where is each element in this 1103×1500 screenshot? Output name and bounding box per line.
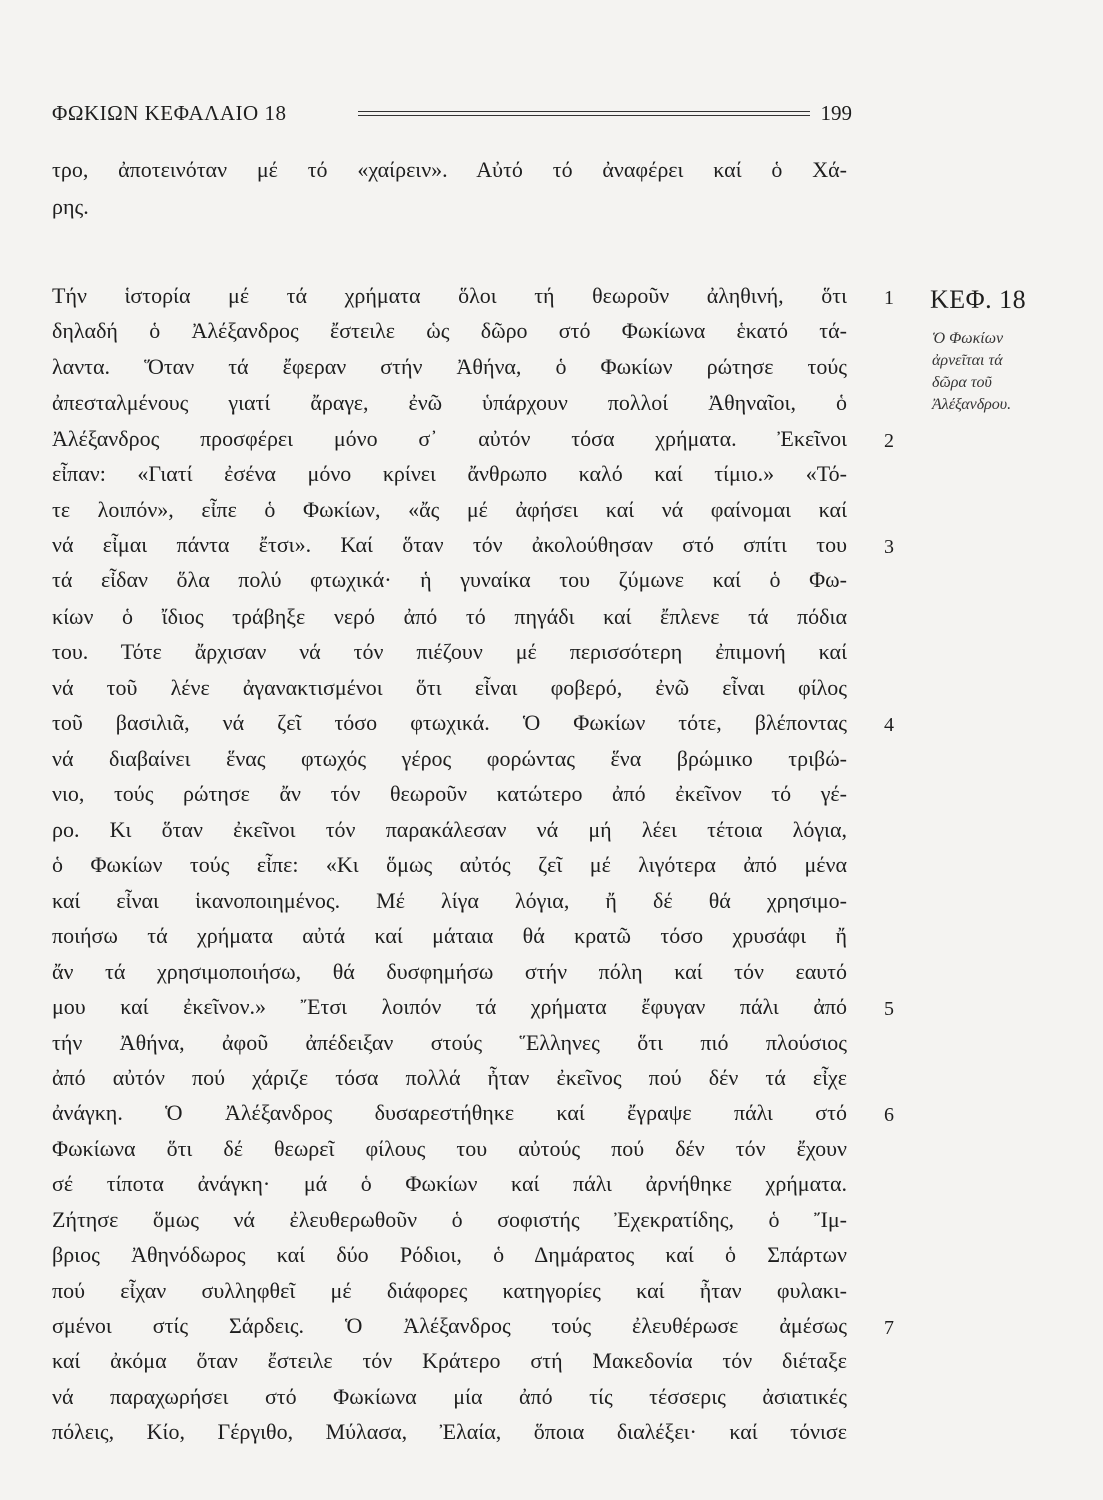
- text-line: ἀπεσταλμένους γιατί ἄραγε, ἐνῶ ὑπάρχουν πολλοί Ἀθηναῖοι, ὁ: [52, 390, 847, 415]
- text-line: ρης.: [52, 194, 89, 219]
- header-rule: [358, 111, 810, 116]
- margin-number: 3: [884, 536, 894, 558]
- text-line: καί ἀκόμα ὅταν ἔστειλε τόν Κράτερο στή Μακεδονία τόν διέταξε: [52, 1348, 847, 1373]
- running-header: [52, 95, 852, 131]
- margin-number: 1: [884, 287, 894, 309]
- text-line: τήν Ἀθήνα, ἀφοῦ ἀπέδειξαν στούς Ἕλληνες ὅτι πιό πλούσιος: [52, 1030, 847, 1055]
- text-line: Ζήτησε ὅμως νά ἐλευθερωθοῦν ὁ σοφιστής Ἐχεκρατίδης, ὁ Ἴμ-: [52, 1207, 847, 1232]
- marginal-note-line: ἀρνεῖται τά: [932, 352, 1003, 369]
- text-line: Τήν ἱστορία μέ τά χρήματα ὅλοι τή θεωροῦν ἀληθινή, ὅτι: [52, 283, 847, 308]
- marginal-note-line: Ἀλέξανδρου.: [932, 396, 1012, 413]
- text-line: ἀπό αὐτόν πού χάριζε τόσα πολλά ἦταν ἐκεῖνος πού δέν τά εἶχε: [52, 1065, 847, 1090]
- margin-number: 6: [884, 1104, 894, 1126]
- text-line: ρο. Κι ὅταν ἐκεῖνοι τόν παρακάλεσαν νά μή λέει τέτοια λόγια,: [52, 817, 847, 842]
- text-line: τά εἶδαν ὅλα πολύ φτωχικά· ἡ γυναίκα του ζύμωνε καί ὁ Φω-: [52, 567, 847, 592]
- text-line: νά παραχωρήσει στό Φωκίωνα μία ἀπό τίς τέσσερις ἀσιατικές: [52, 1384, 847, 1409]
- text-line: δηλαδή ὁ Ἀλέξανδρος ἔστειλε ὡς δῶρο στό Φωκίωνα ἑκατό τά-: [52, 318, 847, 343]
- text-line: τοῦ βασιλιᾶ, νά ζεῖ τόσο φτωχικά. Ὁ Φωκίων τότε, βλέποντας: [52, 710, 847, 735]
- text-line: εἶπαν: «Γιατί ἐσένα μόνο κρίνει ἄνθρωπο καλό καί τίμιο.» «Τό-: [52, 461, 847, 486]
- chapter-label: ΚΕΦ. 18: [930, 285, 1027, 314]
- text-line: σμένοι στίς Σάρδεις. Ὁ Ἀλέξανδρος τούς ἐλευθέρωσε ἀμέσως: [52, 1313, 847, 1338]
- running-title: ΦΩΚΙΩΝ ΚΕΦΑΛΑΙΟ 18: [52, 101, 287, 125]
- margin-number: 7: [884, 1317, 894, 1339]
- text-line: νά εἶμαι πάντα ἔτσι». Καί ὅταν τόν ἀκολούθησαν στό σπίτι του: [52, 532, 847, 557]
- text-line: ἀνάγκη. Ὁ Ἀλέξανδρος δυσαρεστήθηκε καί ἔγραψε πάλι στό: [52, 1100, 847, 1125]
- text-line: κίων ὁ ἴδιος τράβηξε νερό ἀπό τό πηγάδι καί ἔπλενε τά πόδια: [52, 604, 847, 629]
- text-line: μου καί ἐκεῖνον.» Ἔτσι λοιπόν τά χρήματα ἔφυγαν πάλι ἀπό: [52, 994, 847, 1019]
- text-line: πόλεις, Κίο, Γέργιθο, Μύλασα, Ἐλαία, ὅποια διαλέξει· καί τόνισε: [52, 1419, 847, 1444]
- text-line: λαντα. Ὅταν τά ἔφεραν στήν Ἀθήνα, ὁ Φωκίων ρώτησε τούς: [52, 354, 847, 379]
- margin-number: 5: [884, 998, 894, 1020]
- margin-number: 2: [884, 430, 894, 452]
- text-line: Φωκίωνα ὅτι δέ θεωρεῖ φίλους του αὐτούς πού δέν τόν ἔχουν: [52, 1136, 847, 1161]
- text-line: σέ τίποτα ἀνάγκη· μά ὁ Φωκίων καί πάλι ἀρνήθηκε χρήματα.: [52, 1171, 847, 1196]
- marginal-note-line: Ὁ Φωκίων: [932, 330, 1004, 347]
- text-line: νιο, τούς ρώτησε ἄν τόν θεωροῦν κατώτερο ἀπό ἐκεῖνον τό γέ-: [52, 781, 847, 806]
- text-line: καί εἶναι ἱκανοποιημένος. Μέ λίγα λόγια, ἤ δέ θά χρησιμο-: [52, 888, 847, 913]
- margin-number: 4: [884, 714, 894, 736]
- page-number: 199: [820, 101, 852, 125]
- text-line: βριος Ἀθηνόδωρος καί δύο Ρόδιοι, ὁ Δημάρατος καί ὁ Σπάρτων: [52, 1242, 847, 1267]
- text-line: νά διαβαίνει ἕνας φτωχός γέρος φορώντας ἕνα βρώμικο τριβώ-: [52, 746, 847, 771]
- text-line: τρο, ἀποτεινόταν μέ τό «χαίρειν». Αὐτό τό ἀναφέρει καί ὁ Χά-: [52, 157, 847, 182]
- text-line: πού εἶχαν συλληφθεῖ μέ διάφορες κατηγορίες καί ἦταν φυλακι-: [52, 1278, 847, 1303]
- text-line: του. Τότε ἄρχισαν νά τόν πιέζουν μέ περισσότερη ἐπιμονή καί: [52, 639, 847, 664]
- text-line: ποιήσω τά χρήματα αὐτά καί μάταια θά κρατῶ τόσο χρυσάφι ἤ: [52, 923, 847, 948]
- text-line: ὁ Φωκίων τούς εἶπε: «Κι ὅμως αὐτός ζεῖ μέ λιγότερα ἀπό μένα: [52, 852, 847, 877]
- marginal-note-line: δῶρα τοῦ: [932, 374, 992, 391]
- text-line: Ἀλέξανδρος προσφέρει μόνο σ᾽ αὐτόν τόσα χρήματα. Ἐκεῖνοι: [52, 426, 847, 451]
- text-line: ἄν τά χρησιμοποιήσω, θά δυσφημήσω στήν πόλη καί τόν εαυτό: [52, 959, 847, 984]
- text-line: νά τοῦ λένε ἀγανακτισμένοι ὅτι εἶναι φοβερό, ἐνῶ εἶναι φίλος: [52, 675, 847, 700]
- text-line: τε λοιπόν», εἶπε ὁ Φωκίων, «ἄς μέ ἀφήσει καί νά φαίνομαι καί: [52, 497, 847, 522]
